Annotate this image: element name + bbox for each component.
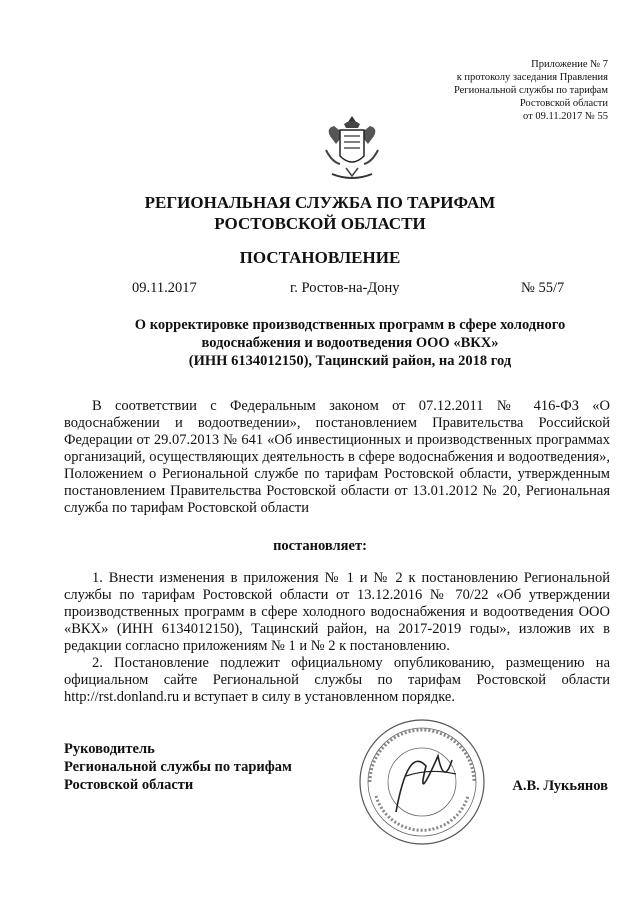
document-city: г. Ростов-на-Дону: [290, 280, 400, 296]
signature-block: [64, 740, 292, 794]
coat-of-arms-icon: [322, 112, 382, 184]
appendix-line: Региональной службы по тарифам: [453, 85, 608, 96]
preamble-paragraph: В соответствии с Федеральным законом от 07.12.2011 № 416-ФЗ «О водоснабжении и водоотведении», постановлением Правительства Российской Федерации от 29.07.2013 № 641 «Об инвестиционных и производственных программах организаций, осуществляющих деятельность в сфере водоснабжения и водоотведения», Положением о Региональной службе по тарифам Ростовской области, утвержденным постановлением Правительства Ростовской области от 13.01.2012 № 20, Региональная служба по тарифам Ростовской области: [64, 398, 610, 516]
subject-line: водоснабжения и водоотведения ООО «ВКХ»: [201, 335, 499, 351]
document-subject: [90, 316, 610, 370]
resolution-item: 2. Постановление подлежит официальному опубликованию, размещению на официальном сайте Региональной службы по тарифам Ростовской области http://rst.donland.ru и вступает в силу в установленном порядке.: [64, 655, 610, 705]
agency-title-line: РОСТОВСКОЙ ОБЛАСТИ: [214, 214, 426, 233]
resolves-heading: постановляет:: [273, 538, 367, 554]
appendix-line: Ростовской области: [519, 98, 608, 109]
resolution-items: [64, 570, 610, 706]
resolution-item: 1. Внести изменения в приложения № 1 и № 2 к постановлению Региональной службы по тарифам Ростовской области от 13.12.2016 № 70/22 «Об утверждении производственных программ в сфере холодного водоснабжения и водоотведения ООО «ВКХ» (ИНН 6134012150), Тацинский район, на 2017-2019 годы», изложив их в редакции согласно приложениям № 1 и № 2 к постановлению.: [64, 570, 610, 654]
appendix-line: к протоколу заседания Правления: [456, 72, 608, 83]
appendix-line: от 09.11.2017 № 55: [523, 111, 608, 122]
appendix-note: [388, 58, 608, 123]
document-type: ПОСТАНОВЛЕНИЕ: [239, 248, 401, 267]
appendix-line: Приложение № 7: [531, 59, 608, 70]
signer-name: А.В. Лукьянов: [512, 778, 608, 794]
subject-line: О корректировке производственных программ в сфере холодного: [134, 317, 566, 333]
document-date: 09.11.2017: [132, 280, 197, 296]
signature-line: Ростовской области: [64, 777, 194, 793]
agency-title-line: РЕГИОНАЛЬНАЯ СЛУЖБА ПО ТАРИФАМ: [144, 193, 496, 212]
subject-line: (ИНН 6134012150), Тацинский район, на 2018 год: [188, 353, 512, 369]
document-number: № 55/7: [521, 280, 565, 296]
agency-title: [0, 192, 640, 234]
signature-line: Руководитель: [64, 741, 155, 757]
signature-line: Региональной службы по тарифам: [64, 759, 292, 775]
official-seal-icon: [356, 716, 488, 848]
